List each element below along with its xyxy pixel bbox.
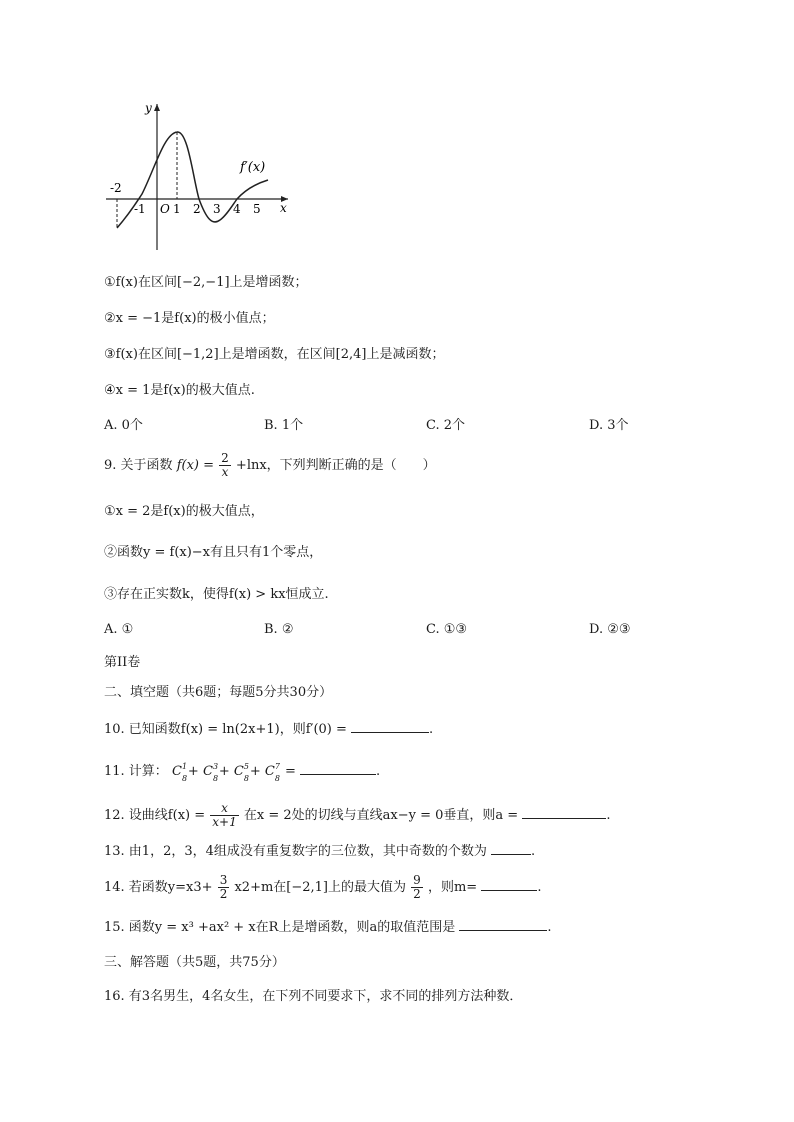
section-2-title: 二、填空题（共6题；每题5分共30分） <box>104 685 333 700</box>
q11: 11. 计算： C 1 8 + C 3 8 + C 5 8 + C 7 8 = . <box>104 762 381 783</box>
q9-option-a: A. ① <box>104 622 134 637</box>
q9-den: x <box>221 465 229 479</box>
q15-blank[interactable] <box>459 918 547 931</box>
q15: 15. 函数y = x³ +ax² + x在R上是增函数，则a的取值范围是 . <box>104 920 552 935</box>
q14-blank[interactable] <box>481 878 537 891</box>
q14-suffix: ，则m= <box>427 880 478 895</box>
q11-suffix: = <box>285 764 296 779</box>
graph-y-label: y <box>145 101 152 115</box>
q9-option-d: D. ②③ <box>589 622 631 637</box>
q12-blank[interactable] <box>522 806 606 819</box>
graph-tick: 1 <box>173 202 181 216</box>
q8-option-c: C. 2个 <box>426 418 466 433</box>
q9-option-c: C. ①③ <box>426 622 468 637</box>
q9-prefix: 9. 关于函数 <box>104 458 173 473</box>
q12-prefix: 12. 设曲线f(x) = <box>104 808 206 823</box>
q11-term-3: C 5 8 <box>233 762 250 783</box>
q14-fraction-1: $\frac{3}{2}$ <box>219 873 228 901</box>
q10-blank[interactable] <box>351 720 429 733</box>
q9-statement-2: ②函数y = f(x)−x有且只有1个零点， <box>104 545 323 560</box>
graph-tick: 4 <box>233 202 241 216</box>
q12: 12. 设曲线f(x) = $\frac{x}{x+1}$ 在x = 2处的切线与直线ax−y = 0垂直，则a = . <box>104 801 611 829</box>
graph-x-label: x <box>280 201 287 215</box>
graph-tick: -2 <box>110 181 122 195</box>
graph-tick: 5 <box>253 202 261 216</box>
q14: 14. 若函数y=x3+ $\frac{3}{2}$ x2+m在[−2,1]上的最大值为 $\frac{9}{2}$ ，则m= . <box>104 873 542 901</box>
q11-term-1: C 1 8 <box>171 762 188 783</box>
q13: 13. 由1，2，3，4组成没有重复数字的三位数，其中奇数的个数为 . <box>104 844 536 859</box>
graph-curve-label: f′(x) <box>240 160 266 175</box>
q15-text: 15. 函数y = x³ +ax² + x在R上是增函数，则a的取值范围是 <box>104 920 456 935</box>
q12-suffix: 在x = 2处的切线与直线ax−y = 0垂直，则a = <box>243 808 519 823</box>
q9-statement-3: ③存在正实数k，使得f(x) > kx恒成立. <box>104 587 329 602</box>
q11-term-2: C 3 8 <box>202 762 219 783</box>
graph-tick: -1 <box>134 202 146 216</box>
part-2-title: 第II卷 <box>104 655 141 670</box>
q12-num: x <box>210 802 238 816</box>
q9-num: 2 <box>221 451 229 465</box>
graph-tick: 3 <box>213 202 221 216</box>
q12-fraction <box>210 802 238 829</box>
q10: 10. 已知函数f(x) = ln(2x+1)，则f′(0) = . <box>104 722 434 737</box>
q10-text: 10. 已知函数f(x) = ln(2x+1)，则f′(0) = <box>104 722 347 737</box>
q12-den: x+1 <box>212 815 237 829</box>
section-3-title: 三、解答题（共5题，共75分） <box>104 955 285 970</box>
graph-origin-label: O <box>160 202 170 216</box>
q9-fraction <box>219 452 231 479</box>
q13-text: 13. 由1，2，3，4组成没有重复数字的三位数，其中奇数的个数为 <box>104 844 487 859</box>
q8-statement-1: ①f(x)在区间[−2,−1]上是增函数； <box>104 275 308 290</box>
q14-middle: x2+m在[−2,1]上的最大值为 <box>234 880 407 895</box>
q11-term-4: C 7 8 <box>264 762 280 783</box>
q16: 16. 有3名男生，4名女生，在下列不同要求下，求不同的排列方法种数． <box>104 989 523 1004</box>
q9-stem <box>104 452 436 479</box>
derivative-graph <box>100 98 300 258</box>
q14-fraction-2: $\frac{9}{2}$ <box>413 873 421 901</box>
q11-prefix: 11. 计算： <box>104 764 168 779</box>
q9-statement-1: ①x = 2是f(x)的极大值点， <box>104 504 264 519</box>
q8-statement-3: ③f(x)在区间[−1,2]上是增函数，在区间[2,4]上是减函数； <box>104 347 445 362</box>
q8-statement-4: ④x = 1是f(x)的极大值点. <box>104 383 255 398</box>
q8-option-b: B. 1个 <box>264 418 304 433</box>
q14-prefix: 14. 若函数y=x3+ <box>104 880 213 895</box>
q8-statement-2: ②x = −1是f(x)的极小值点； <box>104 311 275 326</box>
q9-option-b: B. ② <box>264 622 294 637</box>
graph-tick: 2 <box>193 202 201 216</box>
q13-blank[interactable] <box>491 842 531 855</box>
q9-suffix: +lnx，下列判断正确的是（ ） <box>235 458 436 473</box>
q11-blank[interactable] <box>300 762 376 775</box>
q8-option-d: D. 3个 <box>589 418 629 433</box>
q9-fx: f(x) = <box>176 458 214 473</box>
q8-option-a: A. 0个 <box>104 418 143 433</box>
